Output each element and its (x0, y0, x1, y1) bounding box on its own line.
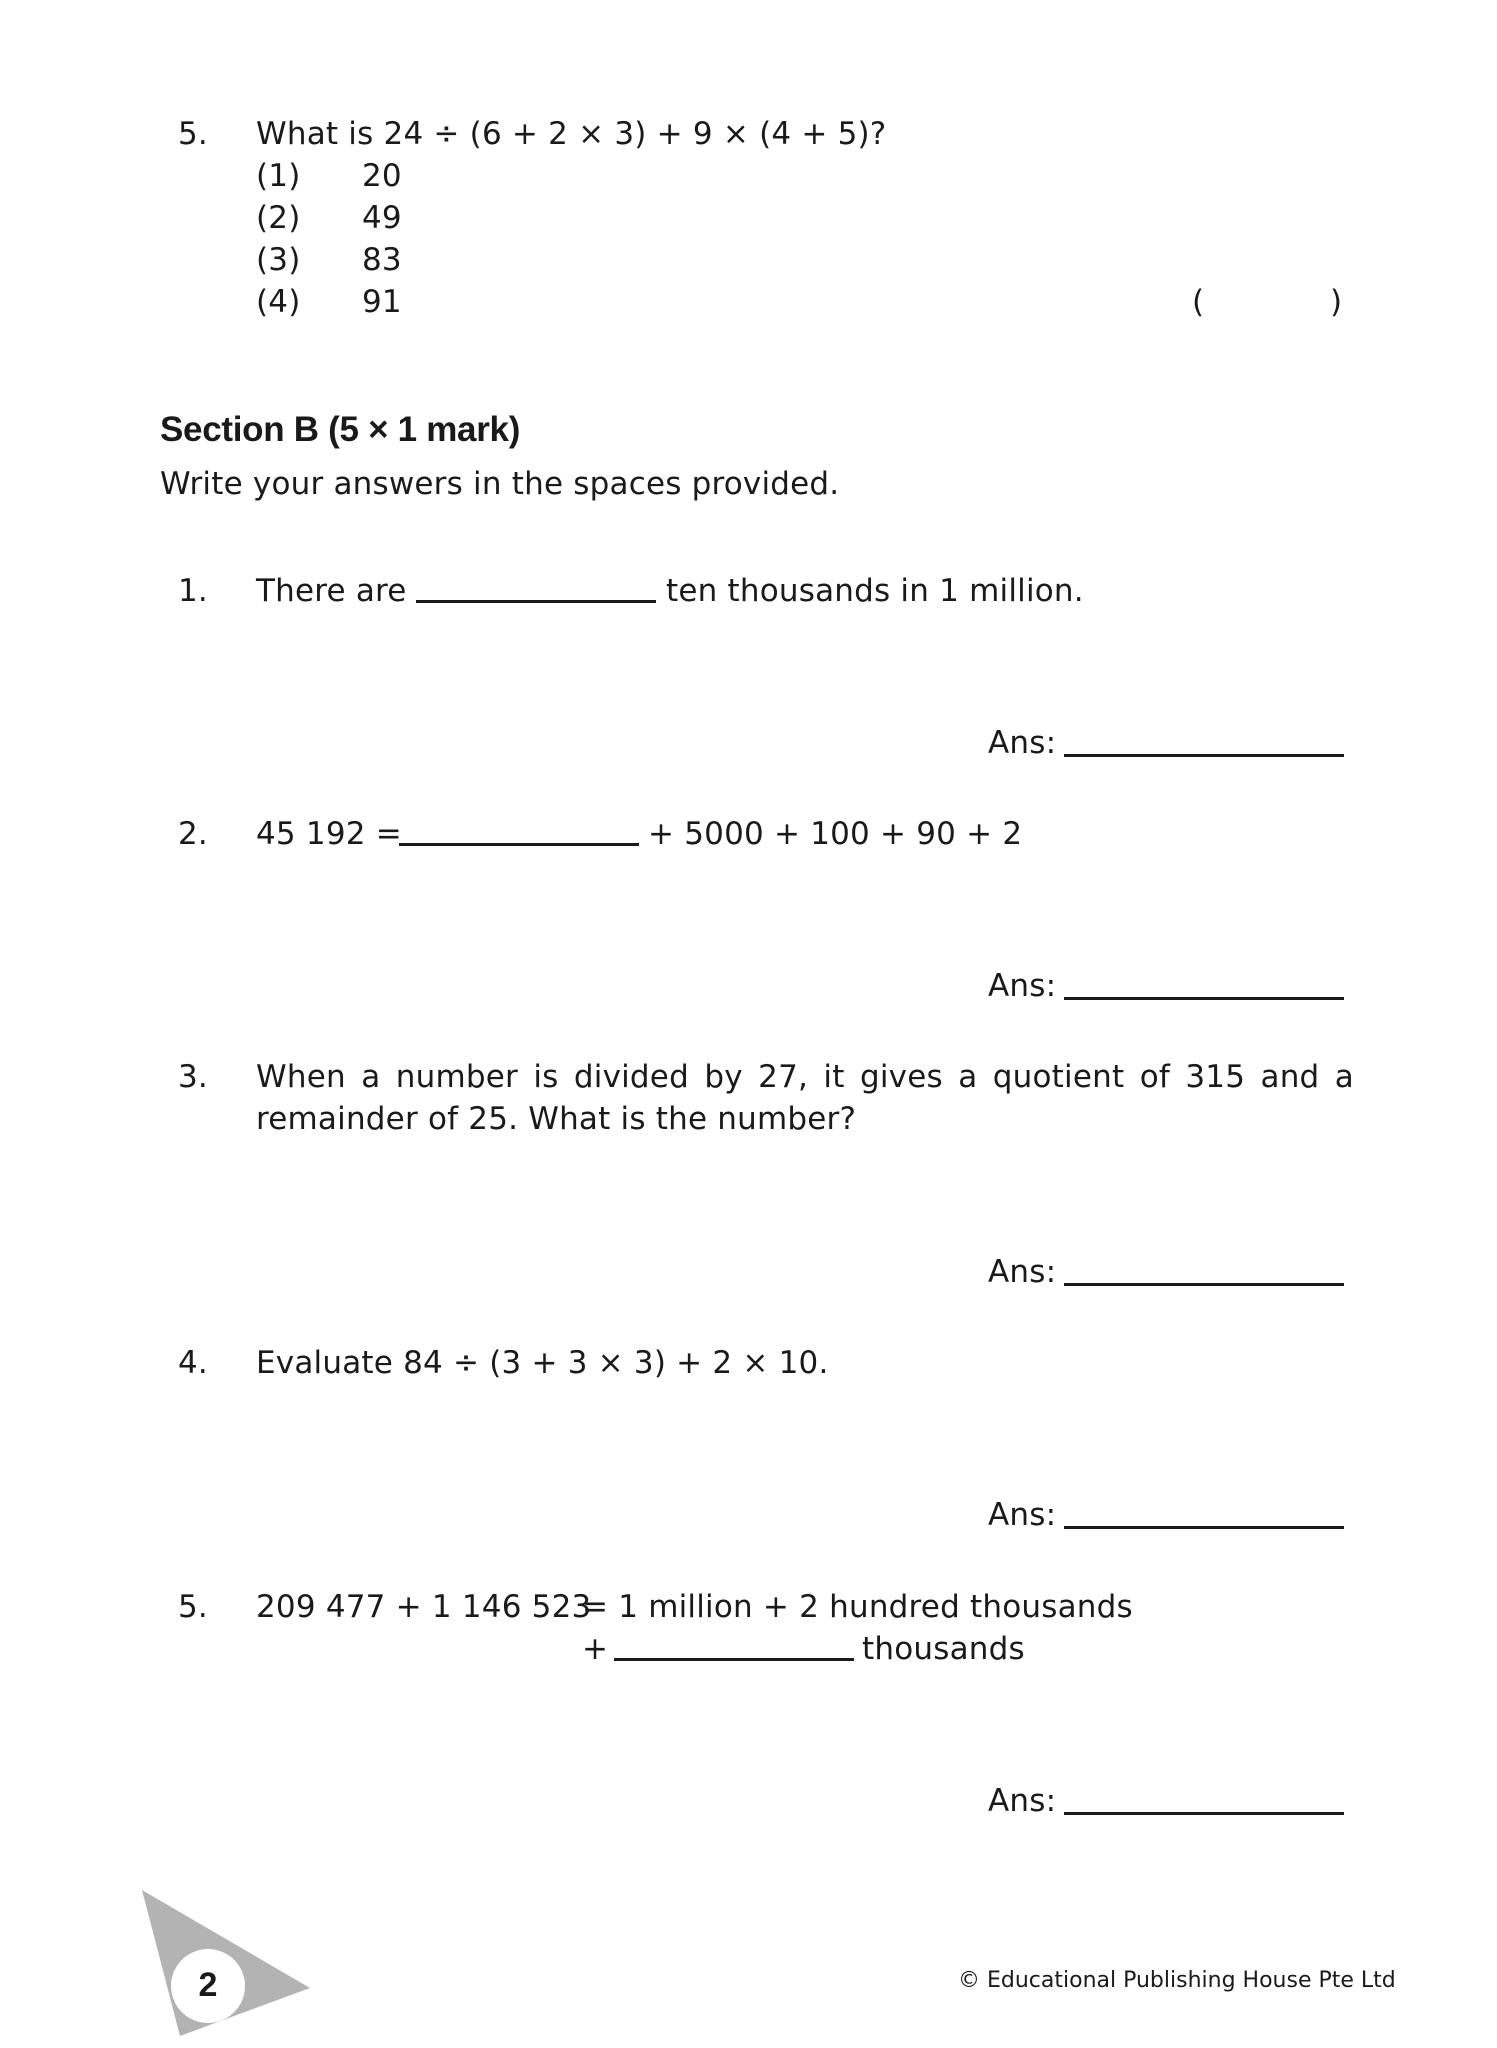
question-text: When a number is divided by 27, it gives a quotient of 315 and a (256, 1059, 1354, 1095)
answer-bracket-close: ) (1330, 284, 1343, 320)
ans-label: Ans: (988, 1783, 1057, 1819)
question-text: remainder of 25. What is the number? (256, 1101, 857, 1137)
answer-line[interactable] (1064, 997, 1344, 1000)
fill-in-blank[interactable] (399, 843, 639, 846)
option-value: 49 (362, 200, 402, 236)
section-title: Section B (5 × 1 mark) (160, 410, 521, 449)
question-number: 4. (178, 1345, 208, 1381)
option-label: (3) (256, 242, 301, 278)
question-number: 5. (178, 1589, 208, 1625)
ans-label: Ans: (988, 725, 1057, 761)
option-label: (2) (256, 200, 301, 236)
option-value: 91 (362, 284, 402, 320)
question-text: thousands (862, 1631, 1025, 1667)
question-text: 209 477 + 1 146 523 (256, 1589, 592, 1625)
question-text: + 5000 + 100 + 90 + 2 (648, 816, 1023, 852)
plus-sign: + (582, 1631, 609, 1667)
option-label: (4) (256, 284, 301, 320)
section-instruction: Write your answers in the spaces provided. (160, 466, 840, 502)
ans-label: Ans: (988, 1254, 1057, 1290)
question-text: 45 192 = (256, 816, 402, 852)
question-text: Evaluate 84 ÷ (3 + 3 × 3) + 2 × 10. (256, 1345, 829, 1381)
question-text: = 1 million + 2 hundred thousands (582, 1589, 1133, 1625)
ans-label: Ans: (988, 968, 1057, 1004)
question-text: What is 24 ÷ (6 + 2 × 3) + 9 × (4 + 5)? (256, 116, 887, 152)
question-number: 1. (178, 573, 208, 609)
question-text: ten thousands in 1 million. (666, 573, 1084, 609)
option-label: (1) (256, 158, 301, 194)
fill-in-blank[interactable] (416, 600, 656, 603)
page-number: 2 (198, 1966, 218, 2004)
fill-in-blank[interactable] (614, 1658, 854, 1661)
question-number: 2. (178, 816, 208, 852)
answer-bracket-open: ( (1192, 284, 1205, 320)
answer-line[interactable] (1064, 1283, 1344, 1286)
answer-line[interactable] (1064, 754, 1344, 757)
answer-line[interactable] (1064, 1526, 1344, 1529)
question-text: There are (256, 573, 407, 609)
question-number: 3. (178, 1059, 208, 1095)
ans-label: Ans: (988, 1497, 1057, 1533)
question-number: 5. (178, 116, 208, 152)
option-value: 83 (362, 242, 402, 278)
option-value: 20 (362, 158, 402, 194)
answer-line[interactable] (1064, 1812, 1344, 1815)
copyright-notice: © Educational Publishing House Pte Ltd (958, 1968, 1396, 1993)
